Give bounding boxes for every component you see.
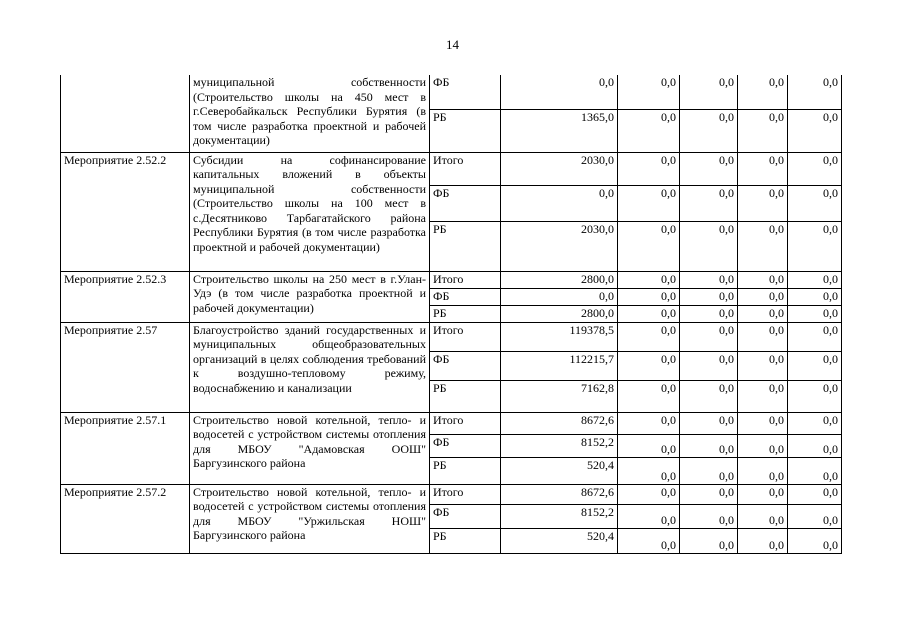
value-cell: 0,0 xyxy=(680,221,738,271)
value-cell: 0,0 xyxy=(618,322,680,351)
table-row xyxy=(61,271,842,288)
total-cell: 119378,5 xyxy=(501,322,618,351)
budget-table xyxy=(60,75,842,554)
table-row xyxy=(61,484,842,504)
value-cell: 0,0 xyxy=(680,351,738,380)
value-cell: 0,0 xyxy=(788,351,842,380)
value-cell: 0,0 xyxy=(618,75,680,109)
event-cell: Мероприятие 2.52.2 xyxy=(61,152,190,271)
value-cell: 0,0 xyxy=(680,380,738,412)
value-cell: 0,0 xyxy=(738,504,788,528)
value-cell: 0,0 xyxy=(738,221,788,271)
value-cell: 0,0 xyxy=(788,152,842,185)
value-cell: 0,0 xyxy=(738,271,788,288)
table-row xyxy=(61,152,842,185)
value-cell: 0,0 xyxy=(788,75,842,109)
total-cell: 1365,0 xyxy=(501,109,618,152)
total-cell: 2800,0 xyxy=(501,305,618,322)
value-cell: 0,0 xyxy=(788,221,842,271)
source-cell: ФБ xyxy=(430,75,501,109)
table-row xyxy=(61,322,842,351)
value-cell: 0,0 xyxy=(618,457,680,484)
value-cell: 0,0 xyxy=(680,504,738,528)
value-cell: 0,0 xyxy=(738,484,788,504)
value-cell: 0,0 xyxy=(618,412,680,434)
value-cell: 0,0 xyxy=(738,380,788,412)
total-cell: 8672,6 xyxy=(501,412,618,434)
value-cell: 0,0 xyxy=(788,380,842,412)
value-cell: 0,0 xyxy=(680,457,738,484)
value-cell: 0,0 xyxy=(738,75,788,109)
value-cell: 0,0 xyxy=(738,351,788,380)
total-cell: 7162,8 xyxy=(501,380,618,412)
value-cell: 0,0 xyxy=(680,185,738,221)
value-cell: 0,0 xyxy=(788,305,842,322)
total-cell: 0,0 xyxy=(501,75,618,109)
source-cell: ФБ xyxy=(430,185,501,221)
value-cell: 0,0 xyxy=(788,322,842,351)
total-cell: 2030,0 xyxy=(501,221,618,271)
value-cell: 0,0 xyxy=(738,322,788,351)
event-cell: Мероприятие 2.57 xyxy=(61,322,190,412)
value-cell: 0,0 xyxy=(738,457,788,484)
value-cell: 0,0 xyxy=(680,412,738,434)
description-cell: Строительство новой котельной, тепло- и водосетей с устройством системы отопления для МБОУ "Уржильская НОШ" Баргузинского района xyxy=(190,484,430,553)
total-cell: 0,0 xyxy=(501,288,618,305)
source-cell: РБ xyxy=(430,109,501,152)
value-cell: 0,0 xyxy=(680,322,738,351)
value-cell: 0,0 xyxy=(680,109,738,152)
value-cell: 0,0 xyxy=(618,185,680,221)
total-cell: 8152,2 xyxy=(501,504,618,528)
total-cell: 520,4 xyxy=(501,457,618,484)
description-cell: Субсидии на софинансирование капитальных вложений в объекты муниципальной собственности (Строительство школы на 100 мест в с.Десятниково Тарбагатайского района Республики Бурятия (в том числе разработка проектной и рабочей документации) xyxy=(190,152,430,271)
value-cell: 0,0 xyxy=(680,484,738,504)
total-cell: 520,4 xyxy=(501,528,618,553)
description-cell: Благоустройство зданий государственных и муниципальных общеобразовательных организаций в целях соблюдения требований к воздушно-тепловому режиму, водоснабжению и канализации xyxy=(190,322,430,412)
value-cell: 0,0 xyxy=(618,152,680,185)
total-cell: 8672,6 xyxy=(501,484,618,504)
value-cell: 0,0 xyxy=(618,380,680,412)
source-cell: Итого xyxy=(430,271,501,288)
total-cell: 8152,2 xyxy=(501,434,618,457)
source-cell: ФБ xyxy=(430,288,501,305)
value-cell: 0,0 xyxy=(680,434,738,457)
value-cell: 0,0 xyxy=(788,185,842,221)
value-cell: 0,0 xyxy=(788,271,842,288)
source-cell: РБ xyxy=(430,305,501,322)
value-cell: 0,0 xyxy=(738,528,788,553)
value-cell: 0,0 xyxy=(788,504,842,528)
total-cell: 2030,0 xyxy=(501,152,618,185)
table-row xyxy=(61,412,842,434)
page-number: 14 xyxy=(446,37,459,52)
event-cell xyxy=(61,75,190,152)
description-cell: Строительство новой котельной, тепло- и водосетей с устройством системы отопления для МБОУ "Адамовская ООШ" Баргузинского района xyxy=(190,412,430,484)
description-cell: Строительство школы на 250 мест в г.Улан-Удэ (в том числе разработка проектной и рабочей документации) xyxy=(190,271,430,322)
total-cell: 112215,7 xyxy=(501,351,618,380)
event-cell: Мероприятие 2.52.3 xyxy=(61,271,190,322)
value-cell: 0,0 xyxy=(618,351,680,380)
value-cell: 0,0 xyxy=(680,152,738,185)
event-cell: Мероприятие 2.57.1 xyxy=(61,412,190,484)
value-cell: 0,0 xyxy=(788,484,842,504)
source-cell: ФБ xyxy=(430,434,501,457)
value-cell: 0,0 xyxy=(738,152,788,185)
source-cell: Итого xyxy=(430,412,501,434)
value-cell: 0,0 xyxy=(680,75,738,109)
value-cell: 0,0 xyxy=(788,288,842,305)
total-cell: 0,0 xyxy=(501,185,618,221)
value-cell: 0,0 xyxy=(788,528,842,553)
value-cell: 0,0 xyxy=(738,434,788,457)
value-cell: 0,0 xyxy=(618,528,680,553)
source-cell: Итого xyxy=(430,484,501,504)
source-cell: ФБ xyxy=(430,504,501,528)
total-cell: 2800,0 xyxy=(501,271,618,288)
value-cell: 0,0 xyxy=(788,457,842,484)
value-cell: 0,0 xyxy=(680,528,738,553)
source-cell: РБ xyxy=(430,380,501,412)
source-cell: ФБ xyxy=(430,351,501,380)
description-cell: муниципальной собственности (Строительство школы на 450 мест в г.Северобайкальск Республики Бурятия (в том числе разработка проектной и рабочей документации) xyxy=(190,75,430,152)
value-cell: 0,0 xyxy=(618,288,680,305)
source-cell: Итого xyxy=(430,152,501,185)
value-cell: 0,0 xyxy=(738,288,788,305)
value-cell: 0,0 xyxy=(680,288,738,305)
source-cell: РБ xyxy=(430,221,501,271)
source-cell: Итого xyxy=(430,322,501,351)
value-cell: 0,0 xyxy=(680,271,738,288)
value-cell: 0,0 xyxy=(618,434,680,457)
value-cell: 0,0 xyxy=(618,504,680,528)
source-cell: РБ xyxy=(430,528,501,553)
value-cell: 0,0 xyxy=(738,412,788,434)
value-cell: 0,0 xyxy=(618,271,680,288)
event-cell: Мероприятие 2.57.2 xyxy=(61,484,190,553)
value-cell: 0,0 xyxy=(618,109,680,152)
value-cell: 0,0 xyxy=(738,185,788,221)
value-cell: 0,0 xyxy=(680,305,738,322)
source-cell: РБ xyxy=(430,457,501,484)
value-cell: 0,0 xyxy=(618,305,680,322)
value-cell: 0,0 xyxy=(618,484,680,504)
value-cell: 0,0 xyxy=(738,109,788,152)
table-row xyxy=(61,75,842,109)
value-cell: 0,0 xyxy=(788,109,842,152)
value-cell: 0,0 xyxy=(788,434,842,457)
value-cell: 0,0 xyxy=(738,305,788,322)
value-cell: 0,0 xyxy=(788,412,842,434)
value-cell: 0,0 xyxy=(618,221,680,271)
